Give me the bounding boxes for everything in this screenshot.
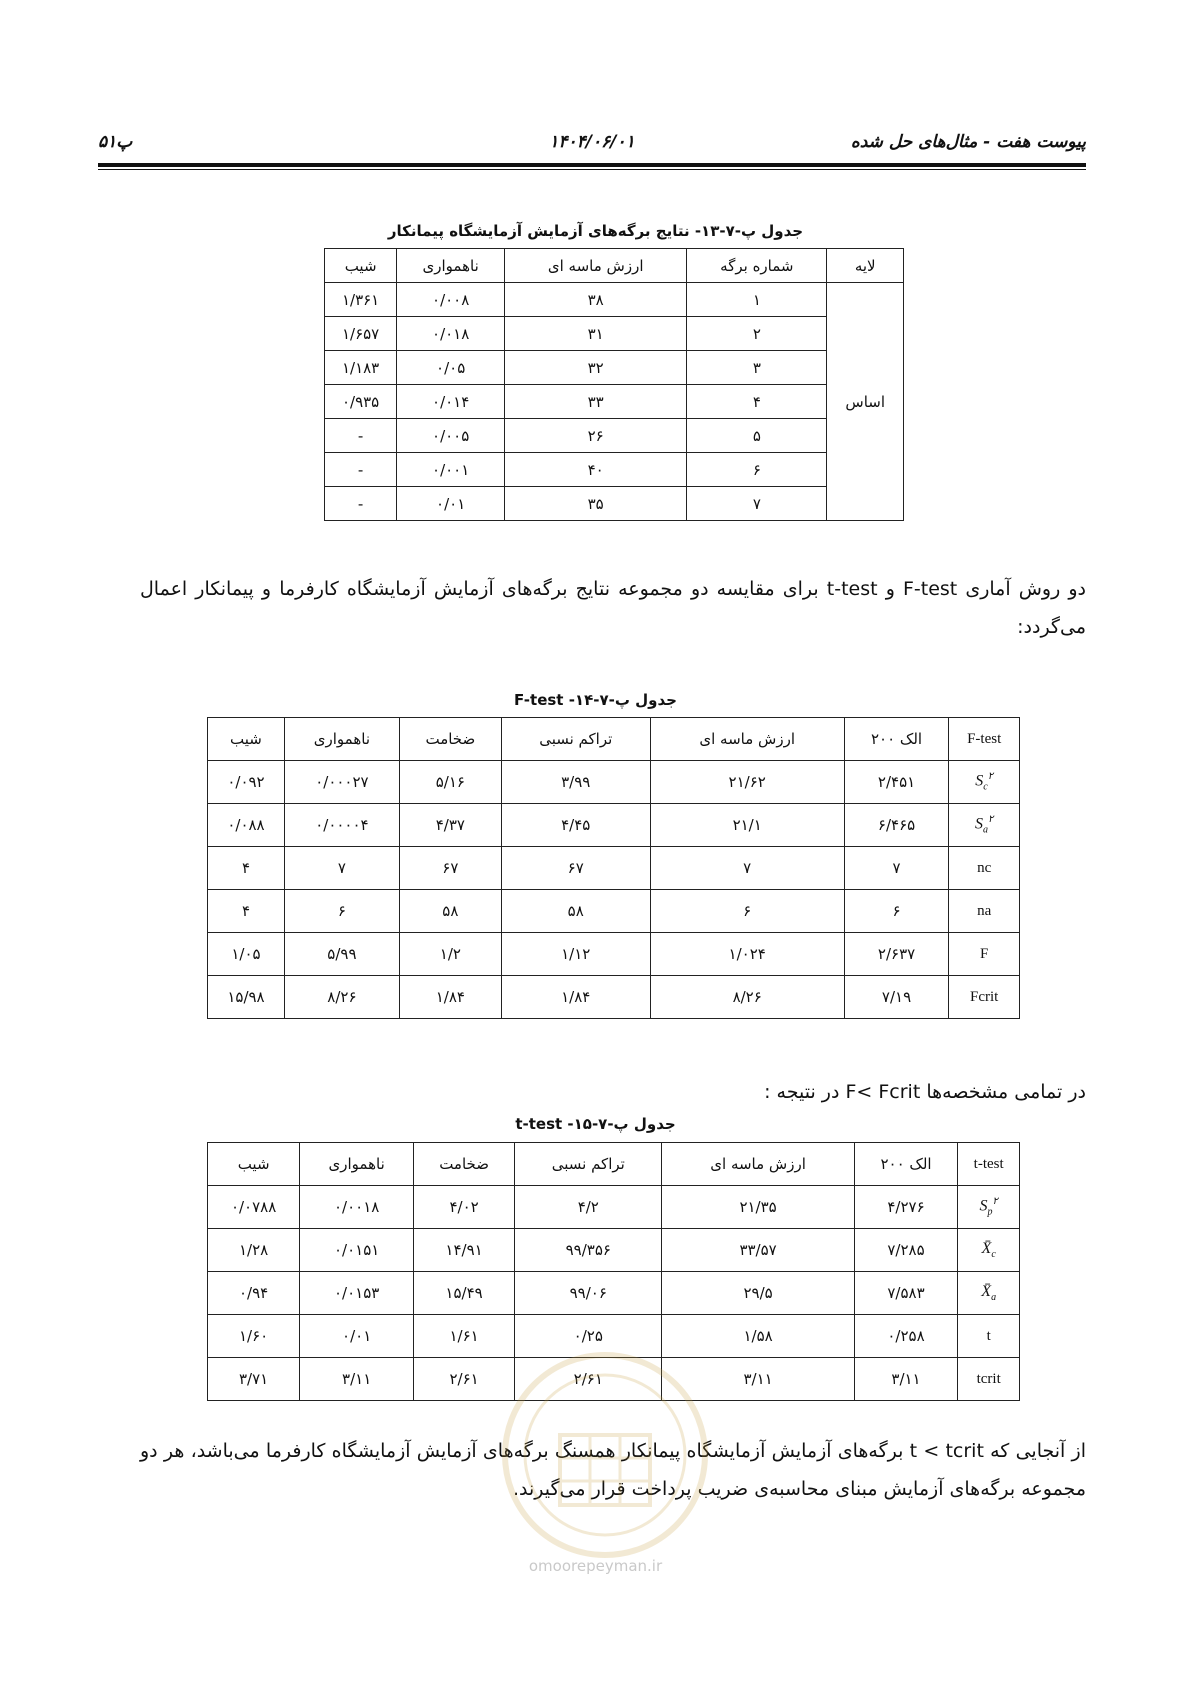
header-rule-thin [98,169,1086,170]
table-cell: ۵/۱۶ [399,761,501,804]
table-cell: ۷/۵۸۳ [854,1272,958,1315]
header-cell: ارزش ماسه ای [505,249,687,283]
table-cell: ۷ [284,847,399,890]
row-label-sp2 [958,1186,1020,1229]
row-label-sc2 [949,761,1020,804]
table-header-row [208,718,1020,761]
table-cell: ۲۶ [505,419,687,453]
table-cell: ۱/۲۸ [208,1229,300,1272]
table-row [208,804,1020,847]
header-cell: ضخامت [399,718,501,761]
table-row [208,1358,1020,1401]
header-cell: شیب [208,1143,300,1186]
header-cell: تراکم نسبی [515,1143,662,1186]
header-cell: لایه [827,249,904,283]
header-page-number: پ۵۱ [98,132,133,152]
row-label-xc [958,1229,1020,1272]
symbol-sub: c [991,1249,996,1261]
row-label-xa [958,1272,1020,1315]
table-cell: ۴ [208,890,285,933]
symbol-base: X̄ [981,1282,992,1300]
header-cell: ارزش ماسه ای [650,718,844,761]
header-cell: ارزش ماسه ای [662,1143,854,1186]
watermark-url: omoorepeyman.ir [528,1557,663,1575]
header-cell: شماره برگه [687,249,827,283]
table-row [325,317,904,351]
table-cell: ۰/۰۱۵۱ [300,1229,414,1272]
table-row [325,385,904,419]
table-cell: ۴/۳۷ [399,804,501,847]
table-cell: ۵۸ [399,890,501,933]
table-cell: ۳/۱۱ [300,1358,414,1401]
header-cell: شیب [208,718,285,761]
row-label-sa2 [949,804,1020,847]
table-cell: ۱/۰۲۴ [650,933,844,976]
table-cell: ۳۲ [505,351,687,385]
header-cell: t-test [958,1143,1020,1186]
table-cell: ۰/۹۴ [208,1272,300,1315]
table-row [325,453,904,487]
table-cell: ۱۵/۹۸ [208,976,285,1019]
table-cell: ۲۱/۳۵ [662,1186,854,1229]
table-cell: ۱/۲ [399,933,501,976]
table-cell: ۰/۰۰۵ [397,419,505,453]
table-cell: ۳۱ [505,317,687,351]
table-row [325,351,904,385]
header-cell: ناهمواری [284,718,399,761]
table-cell: ۱/۶۰ [208,1315,300,1358]
table-cell: - [325,419,397,453]
page-header [98,126,1086,156]
table-cell: ۷/۲۸۵ [854,1229,958,1272]
symbol-sup: ۲ [988,814,994,826]
table-cell: ۴/۲ [515,1186,662,1229]
table-cell: ۰/۰۱ [300,1315,414,1358]
table-cell: ۵۸ [501,890,650,933]
symbol-base: X̄ [981,1239,992,1257]
table-cell: ۳/۹۹ [501,761,650,804]
table-cell: ۳/۱۱ [854,1358,958,1401]
table-cell: ۴ [208,847,285,890]
table-cell: ۳ [687,351,827,385]
table-cell: ۲۱/۶۲ [650,761,844,804]
symbol-sub: a [991,1292,997,1304]
header-cell: الک ۲۰۰ [844,718,949,761]
t-test-table [207,1142,1020,1401]
row-label-nc: nc [949,847,1020,890]
header-cell: ناهمواری [300,1143,414,1186]
table-cell: ۰/۲۵ [515,1315,662,1358]
table-row [325,283,904,317]
table-cell: ۰/۰۰۰۲۷ [284,761,399,804]
table-cell: ۲/۶۱ [515,1358,662,1401]
table-cell: ۰/۰۱۸ [397,317,505,351]
table-cell: ۰/۰۸۸ [208,804,285,847]
table-row [208,1315,1020,1358]
table-cell: ۳۳ [505,385,687,419]
table-cell: ۰/۰۱ [397,487,505,521]
table-cell: ۳۳/۵۷ [662,1229,854,1272]
header-cell: ناهمواری [397,249,505,283]
header-date: ۱۴۰۴/۰۶/۰۱ [549,132,635,152]
table-cell: ۰/۰۰۰۰۴ [284,804,399,847]
table-cell: ۰/۰۰۸ [397,283,505,317]
table-cell: ۶ [650,890,844,933]
table-cell: ۷/۱۹ [844,976,949,1019]
table-cell: ۳/۱۱ [662,1358,854,1401]
table-header-row [325,249,904,283]
table-row [208,976,1020,1019]
table-cell: ۲/۴۵۱ [844,761,949,804]
table-cell: ۶ [284,890,399,933]
table-cell: ۱۴/۹۱ [414,1229,515,1272]
row-label-f: F [949,933,1020,976]
table-cell: ۴/۰۲ [414,1186,515,1229]
table-cell: ۱/۱۲ [501,933,650,976]
table-cell: ۲ [687,317,827,351]
header-cell: الک ۲۰۰ [854,1143,958,1186]
table13-caption: جدول پ-۷-۱۳- نتایج برگه‌های آزمایش آزمایشگاه پیمانکار [387,222,804,240]
table-cell: ۲/۶۳۷ [844,933,949,976]
table-cell: ۶ [844,890,949,933]
table-cell: ۳۵ [505,487,687,521]
table-cell: ۱/۱۸۳ [325,351,397,385]
table-cell: ۱/۸۴ [501,976,650,1019]
header-rule-thick [98,163,1086,167]
header-cell: ضخامت [414,1143,515,1186]
table-cell: ۶۷ [399,847,501,890]
header-cell: F-test [949,718,1020,761]
table-cell: ۰/۰۱۴ [397,385,505,419]
header-cell: شیب [325,249,397,283]
table-cell: ۰/۲۵۸ [854,1315,958,1358]
table-cell: ۱/۳۶۱ [325,283,397,317]
table-cell: ۱/۰۵ [208,933,285,976]
symbol-sub: a [983,824,988,836]
table-cell: ۸/۲۶ [284,976,399,1019]
symbol-base: S [975,815,983,833]
f-test-table [207,717,1020,1019]
table-cell: ۹۹/۳۵۶ [515,1229,662,1272]
table-cell: ۴ [687,385,827,419]
header-cell: تراکم نسبی [501,718,650,761]
row-label-tcrit: tcrit [958,1358,1020,1401]
table-cell: ۶ [687,453,827,487]
table-cell: ۴/۴۵ [501,804,650,847]
table-cell: ۶/۴۶۵ [844,804,949,847]
table-row [208,1272,1020,1315]
intro-paragraph: دو روش آماری F-test و t-test برای مقایسه دو مجموعه نتایج برگه‌های آزمایش آزمایشگاه کارفرما و پیمانکار اعمال می‌گردد: [140,578,1087,638]
table-cell: ۵/۹۹ [284,933,399,976]
table-row [208,1229,1020,1272]
table-cell: ۰/۰۷۸۸ [208,1186,300,1229]
f-test-conclusion: در تمامی مشخصه‌ها F< Fcrit در نتیجه : [764,1081,1086,1103]
symbol-base: S [979,1197,988,1215]
table-cell: - [325,487,397,521]
table-cell: ۴/۲۷۶ [854,1186,958,1229]
table-cell: ۲۱/۱ [650,804,844,847]
t-test-conclusion: از آنجایی که t < tcrit برگه‌های آزمایش آزمایشگاه پیمانکار همسنگ برگه‌های آزمایش آزمایشگاه کارفرما می‌باشد، هر دو مجموعه برگه‌های آزمایش مبنای محاسبه‌ی ضریب پرداخت قرار می‌گیرند. [140,1440,1086,1500]
table-row [325,487,904,521]
table-cell: ۲۹/۵ [662,1272,854,1315]
table-cell: ۵ [687,419,827,453]
table-cell: ۱/۶۱ [414,1315,515,1358]
table-cell: ۷ [650,847,844,890]
table-row [325,419,904,453]
table-cell: ۰/۰۰۱۸ [300,1186,414,1229]
table-cell: ۱/۶۵۷ [325,317,397,351]
row-label-fcrit: Fcrit [949,976,1020,1019]
table-header-row [208,1143,1020,1186]
table-row [208,933,1020,976]
symbol-sup: ۲ [987,771,994,783]
table-cell: ۱ [687,283,827,317]
table-row [208,847,1020,890]
table-cell: ۰/۹۳۵ [325,385,397,419]
symbol-sub: p [987,1206,993,1218]
row-label-na: na [949,890,1020,933]
symbol-sub: c [983,781,988,793]
table-cell: ۱/۵۸ [662,1315,854,1358]
layer-cell: اساس [827,283,904,521]
table-cell: - [325,453,397,487]
table-cell: ۱/۸۴ [399,976,501,1019]
table-cell: ۶۷ [501,847,650,890]
table-cell: ۳/۷۱ [208,1358,300,1401]
table-cell: ۲/۶۱ [414,1358,515,1401]
table-cell: ۴۰ [505,453,687,487]
table15-caption: جدول پ-۷-۱۵- t-test [515,1115,676,1133]
header-title: پیوست هفت - مثال‌های حل شده [850,132,1086,152]
table-row [208,890,1020,933]
table-row [208,761,1020,804]
table-cell: ۰/۰۵ [397,351,505,385]
symbol-sup: ۲ [992,1196,998,1208]
table-cell: ۳۸ [505,283,687,317]
table-cell: ۹۹/۰۶ [515,1272,662,1315]
table-cell: ۷ [844,847,949,890]
table-cell: ۱۵/۴۹ [414,1272,515,1315]
contractor-lab-results-table [324,248,904,521]
table-cell: ۰/۰۹۲ [208,761,285,804]
table-cell: ۰/۰۰۱ [397,453,505,487]
row-label-t: t [958,1315,1020,1358]
table-cell: ۰/۰۱۵۳ [300,1272,414,1315]
table-cell: ۷ [687,487,827,521]
table14-caption: جدول پ-۷-۱۴- F-test [514,691,677,709]
symbol-base: S [975,772,984,790]
table-cell: ۸/۲۶ [650,976,844,1019]
table-row [208,1186,1020,1229]
